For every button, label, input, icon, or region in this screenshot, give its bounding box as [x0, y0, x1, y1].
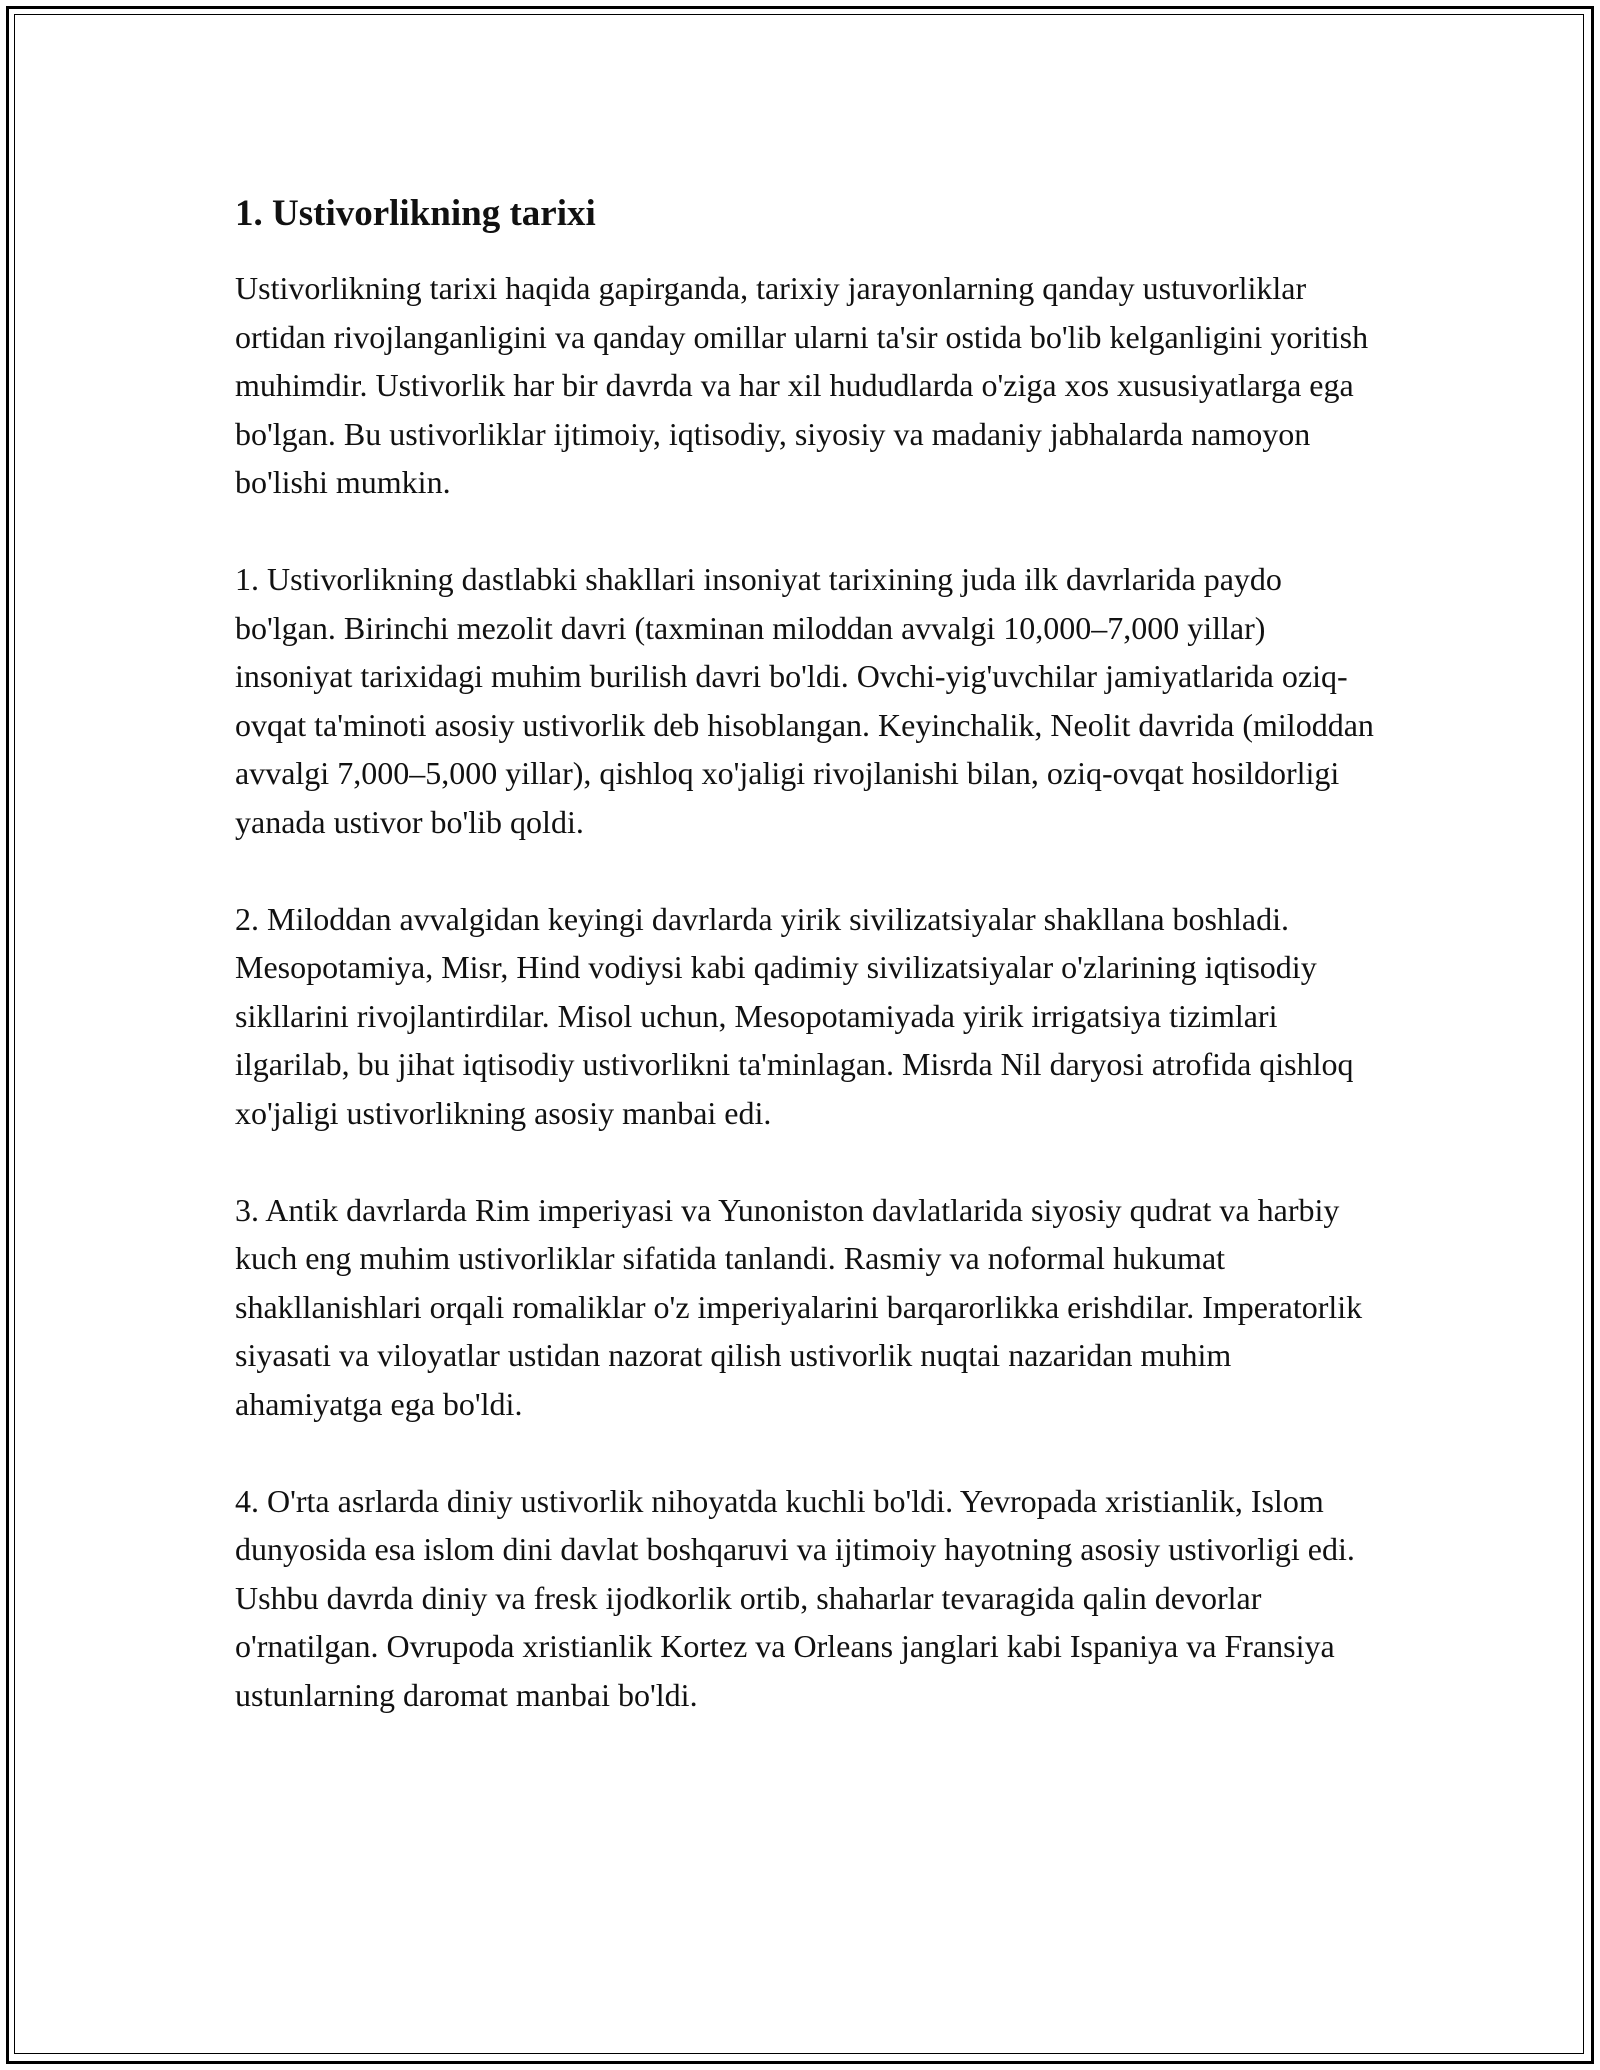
section-heading: 1. Ustivorlikning tarixi: [235, 193, 596, 234]
document-body: [235, 190, 1375, 1768]
paragraph-item-3: 3. Antik davrlarda Rim imperiyasi va Yunoniston davlatlarida siyosiy qudrat va harbiy kuch eng muhim ustivorliklar sifatida tanlandi. Rasmiy va noformal hukumat shakllanishlari orqali romaliklar o'z imperiyalarini barqarorlikka erishdilar. Imperatorlik siyasati va viloyatlar ustidan nazorat qilish ustivorlik nuqtai nazaridan muhim ahamiyatga ega bo'ldi.: [235, 1191, 1363, 1422]
intro-paragraph: Ustivorlikning tarixi haqida gapirganda, tarixiy jarayonlarning qanday ustuvorliklar ortidan rivojlanganligini va qanday omillar ularni ta'sir ostida bo'lib kelganligini yoritish muhimdir. Ustivorlik har bir davrda va har xil hududlarda o'ziga xos xususiyatlarga ega bo'lgan. Bu ustivorliklar ijtimoiy, iqtisodiy, siyosiy va madaniy jabhalarda namoyon bo'lishi mumkin.: [235, 270, 1369, 500]
paragraph-item-4: 4. O'rta asrlarda diniy ustivorlik nihoyatda kuchli bo'ldi. Yevropada xristianlik, Islom dunyosida esa islom dini davlat boshqaruvi va ijtimoiy hayotning asosiy ustivorligi edi. Ushbu davrda diniy va fresk ijodkorlik ortib, shaharlar tevaragida qalin devorlar o'rnatilgan. Ovrupoda xristianlik Kortez va Orleans janglari kabi Ispaniya va Fransiya ustunlarning daromat manbai bo'ldi.: [235, 1482, 1355, 1713]
paragraph-item-2: 2. Miloddan avvalgidan keyingi davrlarda yirik sivilizatsiyalar shakllana boshladi. Mesopotamiya, Misr, Hind vodiysi kabi qadimiy sivilizatsiyalar o'zlarining iqtisodiy sikllarini rivojlantirdilar. Misol uchun, Mesopotamiyada yirik irrigatsiya tizimlari ilgarilab, bu jihat iqtisodiy ustivorlikni ta'minlagan. Misrda Nil daryosi atrofida qishloq xo'jaligi ustivorlikning asosiy manbai edi.: [235, 900, 1354, 1131]
paragraph-item-1: 1. Ustivorlikning dastlabki shakllari insoniyat tarixining juda ilk davrlarida paydo bo'lgan. Birinchi mezolit davri (taxminan miloddan avvalgi 10,000–7,000 yillar) insoniyat tarixidagi muhim burilish davri bo'ldi. Ovchi-yig'uvchilar jamiyatlarida oziq-ovqat ta'minoti asosiy ustivorlik deb hisoblangan. Keyinchalik, Neolit davrida (miloddan avvalgi 7,000–5,000 yillar), qishloq xo'jaligi rivojlanishi bilan, oziq-ovqat hosildorligi yanada ustivor bo'lib qoldi.: [235, 561, 1374, 840]
